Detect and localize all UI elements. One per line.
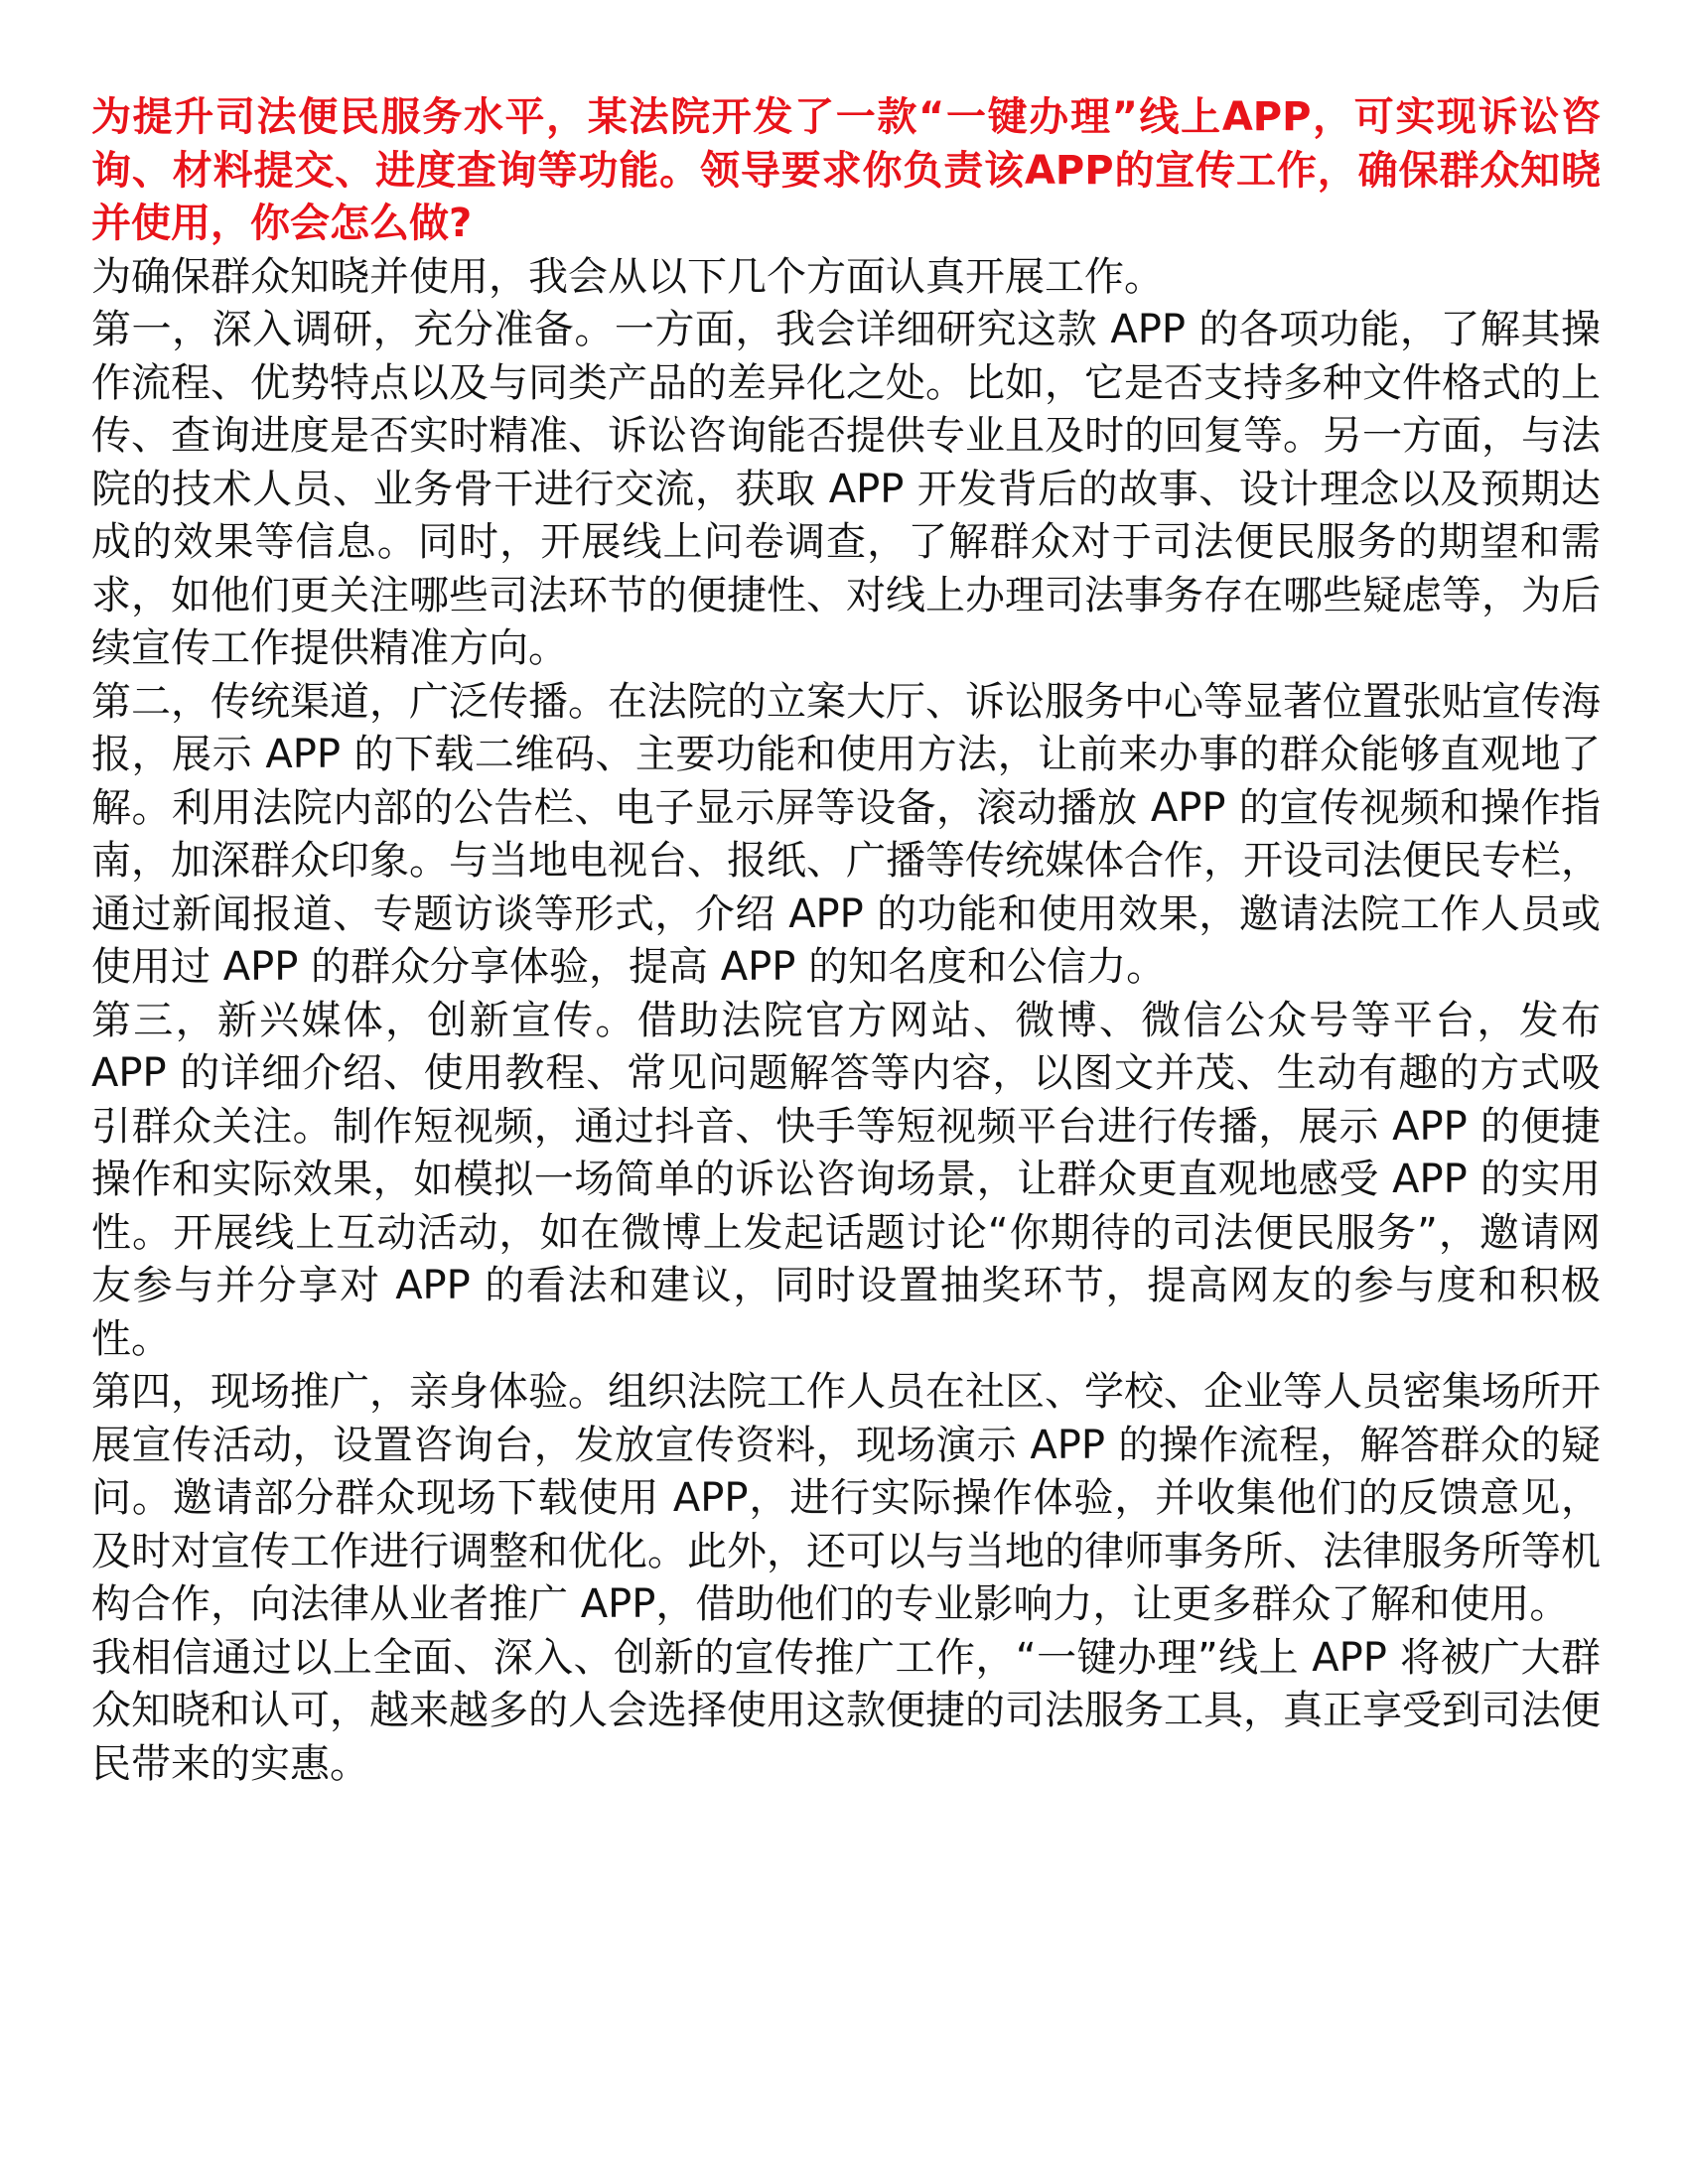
intro-paragraph: 为确保群众知晓并使用，我会从以下几个方面认真开展工作。 [91, 253, 1164, 300]
point-3-paragraph: 第三，新兴媒体，创新宣传。借助法院官方网站、微博、微信公众号等平台，发布 APP 的详细介绍、使用教程、常见问题解答等内容，以图文并茂、生动有趣的方式吸引群众关注。制作短视频，通过抖音、快手等短视频平台进行传播，展示 APP 的便捷操作和实际效果，如模拟一场简单的诉讼咨询场景，让群众更直观地感受 APP 的实用性。开展线上互动活动，如在微博上发起话题讨论“你期待的司法便民服务”，邀请网友参与并分享对 APP 的看法和建议，同时设置抽奖环节，提高网友的参与度和积极性。 [91, 997, 1601, 1362]
point-4-paragraph: 第四，现场推广，亲身体验。组织法院工作人员在社区、学校、企业等人员密集场所开展宣传活动，设置咨询台，发放宣传资料，现场演示 APP 的操作流程，解答群众的疑问。邀请部分群众现场下载使用 APP，进行实际操作体验，并收集他们的反馈意见，及时对宣传工作进行调整和优化。此外，还可以与当地的律师事务所、法律服务所等机构合作，向法律从业者推广 APP，借助他们的专业影响力，让更多群众了解和使用。 [91, 1369, 1601, 1627]
document-page [91, 91, 1601, 1791]
point-2-paragraph: 第二，传统渠道，广泛传播。在法院的立案大厅、诉讼服务中心等显著位置张贴宣传海报，展示 APP 的下载二维码、主要功能和使用方法，让前来办事的群众能够直观地了解。利用法院内部的公告栏、电子显示屏等设备，滚动播放 APP 的宣传视频和操作指南，加深群众印象。与当地电视台、报纸、广播等传统媒体合作，开设司法便民专栏，通过新闻报道、专题访谈等形式，介绍 APP 的功能和使用效果，邀请法院工作人员或使用过 APP 的群众分享体验，提高 APP 的知名度和公信力。 [91, 678, 1601, 990]
conclusion-paragraph: 我相信通过以上全面、深入、创新的宣传推广工作，“一键办理”线上 APP 将被广大群众知晓和认可，越来越多的人会选择使用这款便捷的司法服务工具，真正享受到司法便民带来的实惠。 [91, 1634, 1601, 1787]
question-text: 为提升司法便民服务水平，某法院开发了一款“一键办理”线上APP，可实现诉讼咨询、材料提交、进度查询等功能。领导要求你负责该APP的宣传工作，确保群众知晓并使用，你会怎么做? [91, 94, 1601, 246]
point-1-paragraph: 第一，深入调研，充分准备。一方面，我会详细研究这款 APP 的各项功能，了解其操作流程、优势特点以及与同类产品的差异化之处。比如，它是否支持多种文件格式的上传、查询进度是否实时精准、诉讼咨询能否提供专业且及时的回复等。另一方面，与法院的技术人员、业务骨干进行交流，获取 APP 开发背后的故事、设计理念以及预期达成的效果等信息。同时，开展线上问卷调查，了解群众对于司法便民服务的期望和需求，如他们更关注哪些司法环节的便捷性、对线上办理司法事务存在哪些疑虑等，为后续宣传工作提供精准方向。 [91, 307, 1601, 671]
